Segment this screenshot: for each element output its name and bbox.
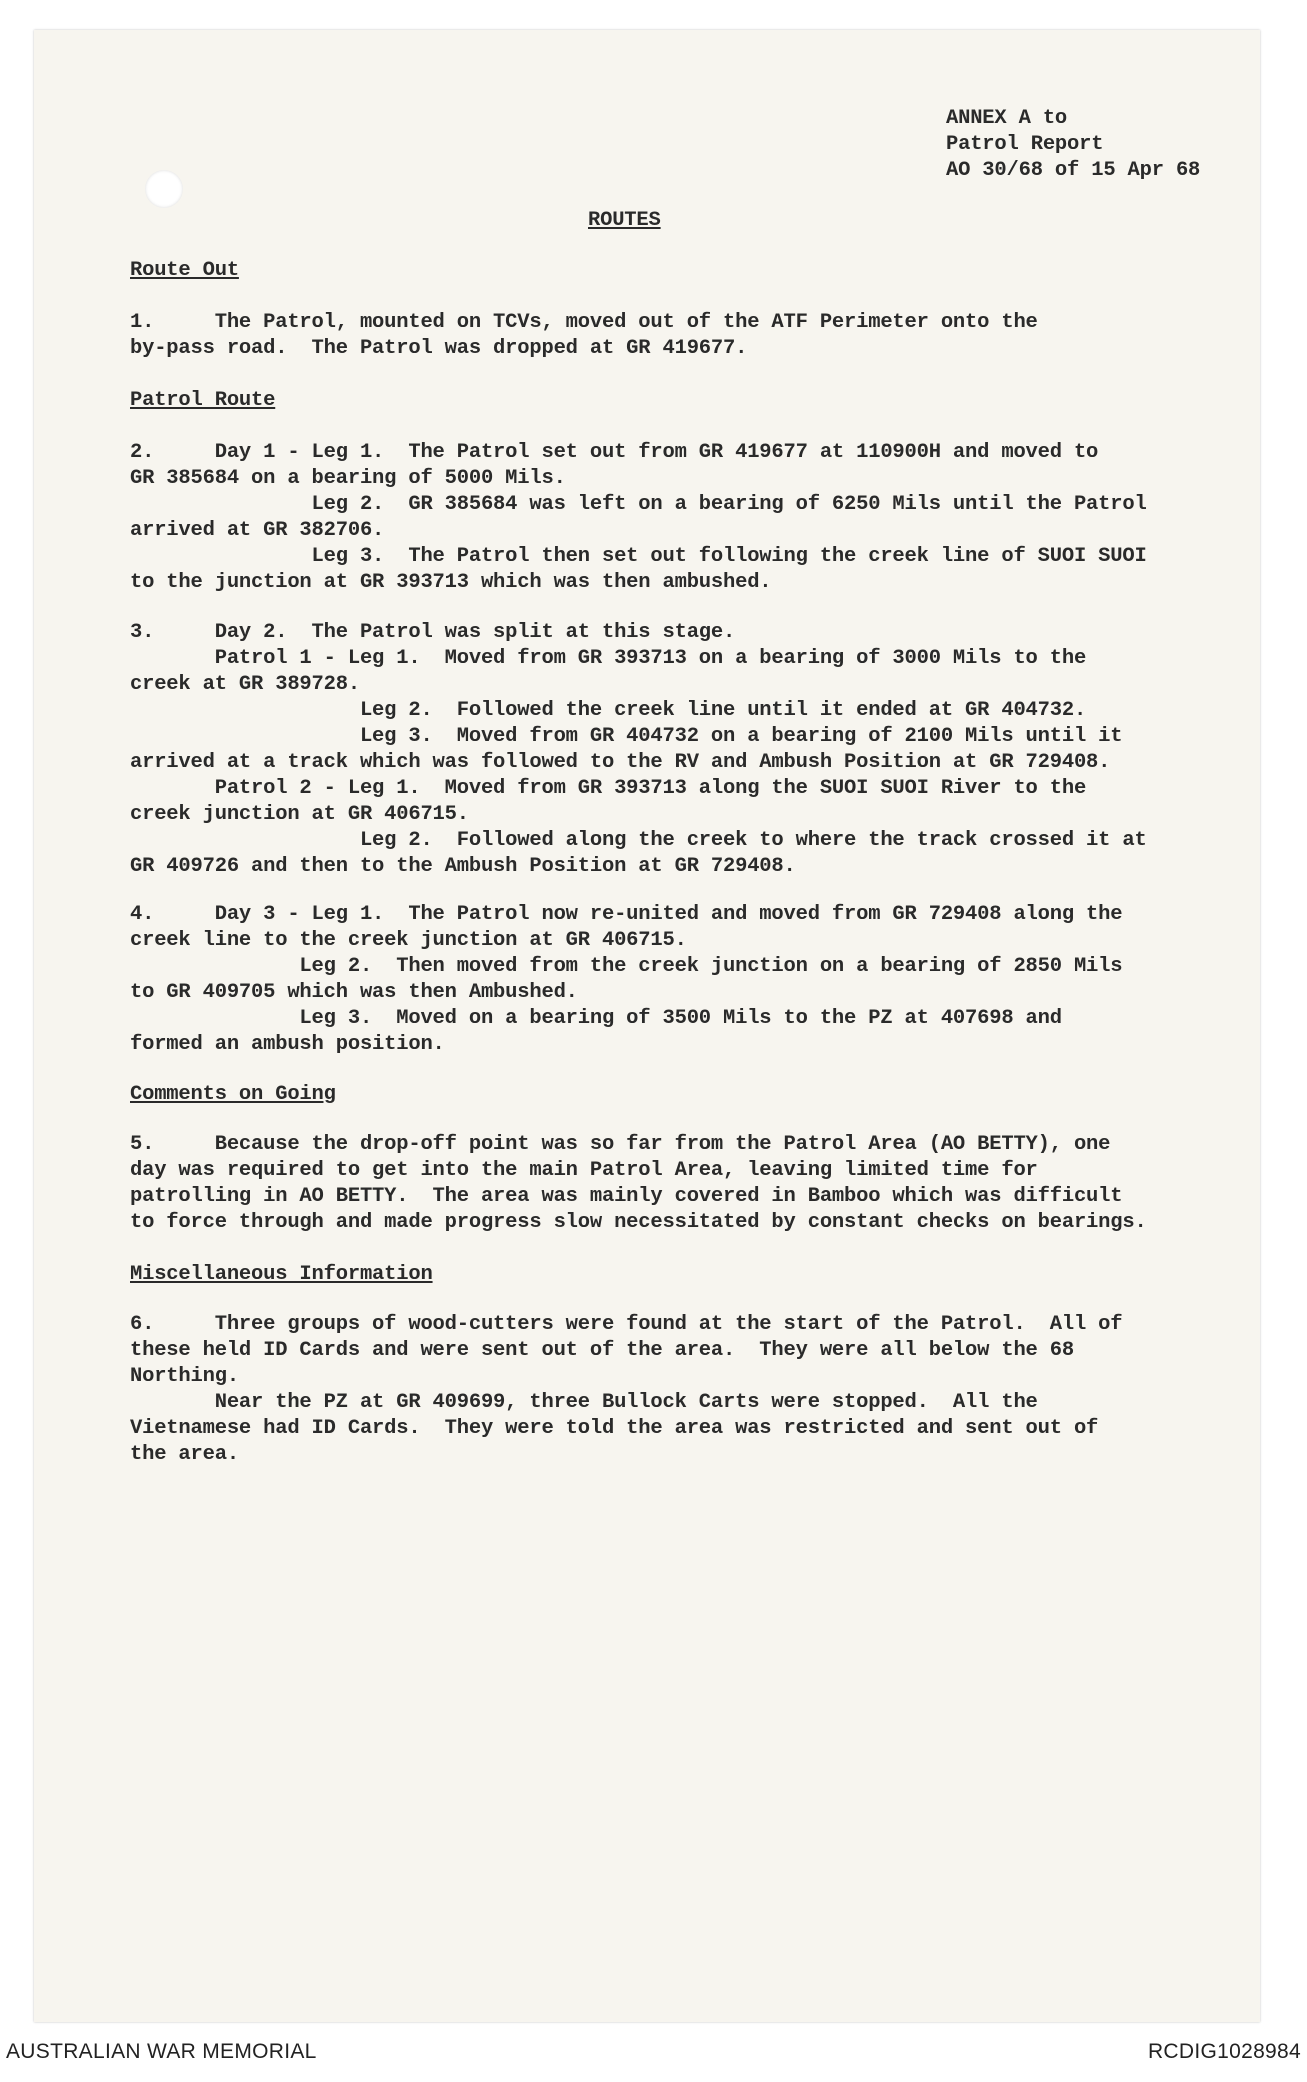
text-line: 4. Day 3 - Leg 1. The Patrol now re-united and moved from GR 729408 along the [130, 903, 1123, 926]
text-line: to the junction at GR 393713 which was then ambushed. [130, 571, 772, 594]
annex-reference [946, 106, 1200, 184]
paragraph-5 [130, 1132, 1147, 1236]
text-line: creek at GR 389728. [130, 673, 360, 696]
paragraph-1 [130, 310, 1038, 362]
text-line: 3. Day 2. The Patrol was split at this stage. [130, 621, 736, 644]
annex-line: AO 30/68 of 15 Apr 68 [946, 159, 1201, 182]
text-line: to GR 409705 which was then Ambushed. [130, 981, 578, 1004]
text-line: Patrol 1 - Leg 1. Moved from GR 393713 on a bearing of 3000 Mils to the [130, 647, 1087, 670]
text-line: formed an ambush position. [130, 1033, 445, 1056]
text-line: Leg 3. Moved from GR 404732 on a bearing of 2100 Mils until it [130, 725, 1123, 748]
paragraph-4 [130, 902, 1122, 1058]
text-line: GR 409726 and then to the Ambush Position at GR 729408. [130, 855, 796, 878]
text-line: creek junction at GR 406715. [130, 803, 469, 826]
paragraph-6 [130, 1312, 1122, 1468]
text-line: by-pass road. The Patrol was dropped at GR 419677. [130, 337, 748, 360]
paragraph-2 [130, 440, 1147, 596]
document-title: ROUTES [588, 209, 661, 232]
text-line: 6. Three groups of wood-cutters were found at the start of the Patrol. All of [130, 1313, 1123, 1336]
text-line: to force through and made progress slow necessitated by constant checks on bearings. [130, 1211, 1147, 1234]
text-line: Patrol 2 - Leg 1. Moved from GR 393713 along the SUOI SUOI River to the [130, 777, 1087, 800]
text-line: GR 385684 on a bearing of 5000 Mils. [130, 467, 566, 490]
text-line: Leg 3. Moved on a bearing of 3500 Mils to the PZ at 407698 and [130, 1007, 1062, 1030]
text-line: the area. [130, 1443, 239, 1466]
footer-source: AUSTRALIAN WAR MEMORIAL [6, 2040, 317, 2063]
text-line: 5. Because the drop-off point was so far from the Patrol Area (AO BETTY), one [130, 1133, 1111, 1156]
text-line: 1. The Patrol, mounted on TCVs, moved out of the ATF Perimeter onto the [130, 311, 1038, 334]
text-line: Leg 2. Followed the creek line until it ended at GR 404732. [130, 699, 1087, 722]
text-line: creek line to the creek junction at GR 406715. [130, 929, 687, 952]
footer-identifier: RCDIG1028984 [1147, 2040, 1301, 2063]
text-line: Near the PZ at GR 409699, three Bullock Carts were stopped. All the [130, 1391, 1038, 1414]
text-line: patrolling in AO BETTY. The area was mainly covered in Bamboo which was difficult [130, 1185, 1123, 1208]
punch-hole [145, 170, 183, 208]
heading-route-out: Route Out [130, 259, 239, 282]
text-line: 2. Day 1 - Leg 1. The Patrol set out from GR 419677 at 110900H and moved to [130, 441, 1099, 464]
text-line: day was required to get into the main Patrol Area, leaving limited time for [130, 1159, 1038, 1182]
text-line: Leg 2. Followed along the creek to where the track crossed it at [130, 829, 1147, 852]
text-line: Vietnamese had ID Cards. They were told the area was restricted and sent out of [130, 1417, 1099, 1440]
heading-patrol-route: Patrol Route [130, 389, 276, 412]
text-line: Leg 2. GR 385684 was left on a bearing of 6250 Mils until the Patrol [130, 493, 1147, 516]
text-line: Leg 3. The Patrol then set out following the creek line of SUOI SUOI [130, 545, 1147, 568]
text-line: arrived at GR 382706. [130, 519, 385, 542]
text-line: arrived at a track which was followed to the RV and Ambush Position at GR 729408. [130, 751, 1111, 774]
heading-miscellaneous-information: Miscellaneous Information [130, 1263, 433, 1286]
text-line: these held ID Cards and were sent out of the area. They were all below the 68 [130, 1339, 1074, 1362]
heading-comments-on-going: Comments on Going [130, 1083, 336, 1106]
annex-line: ANNEX A to [946, 107, 1068, 130]
text-line: Leg 2. Then moved from the creek junction on a bearing of 2850 Mils [130, 955, 1123, 978]
text-line: Northing. [130, 1365, 239, 1388]
annex-line: Patrol Report [946, 133, 1104, 156]
paragraph-3 [130, 620, 1147, 880]
